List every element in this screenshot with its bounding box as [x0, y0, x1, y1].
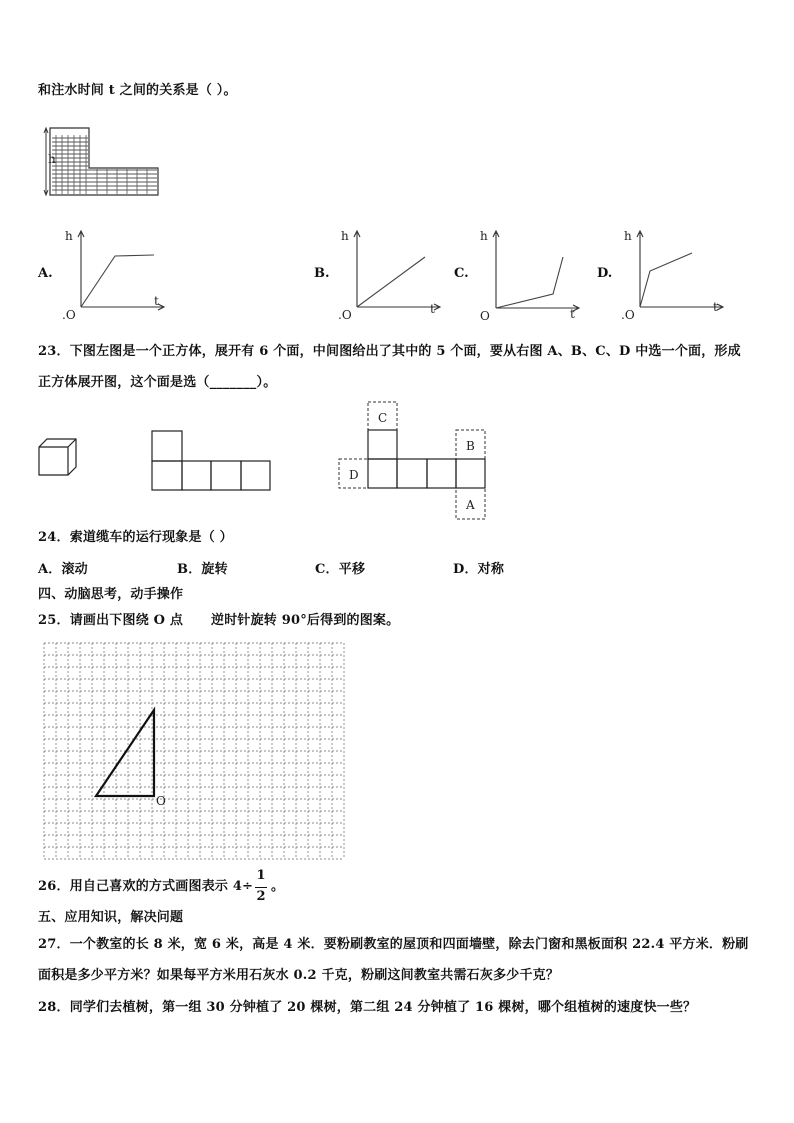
- face-a-label: A: [466, 498, 475, 512]
- option-c-letter: C.: [454, 266, 469, 281]
- q23-line2: 正方体展开图，这个面是选（_______）。: [38, 375, 277, 390]
- option-c-graph[interactable]: [476, 225, 586, 323]
- option-a-letter: A.: [38, 266, 53, 281]
- q25-text-a: 25．请画出下图绕 O 点: [38, 613, 184, 628]
- q24-option-c[interactable]: C．平移: [315, 562, 366, 577]
- q22-text: 和注水时间 t 之间的关系是（ ）。: [38, 83, 237, 98]
- q24-option-d[interactable]: D．对称: [453, 562, 505, 577]
- point-o-label: O: [156, 794, 166, 808]
- q24-option-b[interactable]: B．旋转: [177, 562, 228, 577]
- q26-end: 。: [271, 879, 285, 894]
- option-b-origin: .O: [338, 308, 352, 322]
- option-d-letter: D.: [597, 266, 613, 281]
- option-c-origin: O: [480, 309, 490, 323]
- q23-line1: 23．下图左图是一个正方体，展开有 6 个面，中间图给出了其中的 5 个面，要从右图 A、B、C、D 中选一个面，形成: [38, 344, 741, 359]
- option-a-t: t: [154, 294, 159, 308]
- option-d-graph[interactable]: [619, 225, 729, 320]
- section-4-heading: 四、动脑思考，动手操作: [38, 587, 184, 602]
- option-b-h: h: [341, 229, 349, 243]
- option-b-graph[interactable]: [336, 225, 446, 320]
- choice-net-figure: [338, 400, 490, 522]
- cube-figure: [38, 438, 78, 478]
- option-c-h: h: [480, 229, 488, 243]
- water-container-figure: [42, 125, 162, 197]
- q26-text: 26．用自己喜欢的方式画图表示 4÷: [38, 879, 254, 894]
- option-a-origin: .O: [62, 308, 76, 322]
- fraction-bar: [255, 887, 267, 888]
- h-label: h: [48, 152, 56, 166]
- option-d-origin: .O: [621, 308, 635, 322]
- q27-line2: 面积是多少平方米？如果每平方米用石灰水 0.2 千克，粉刷这间教室共需石灰多少千克？: [38, 968, 560, 983]
- q25-text-b: 逆时针旋转 90°后得到的图案。: [211, 613, 400, 628]
- option-b-t: t: [430, 302, 435, 316]
- option-d-t: t: [713, 300, 718, 314]
- partial-net-figure: [151, 430, 273, 492]
- q24-option-a[interactable]: A．滚动: [38, 562, 88, 577]
- option-a-h: h: [65, 229, 73, 243]
- section-5-heading: 五、应用知识，解决问题: [38, 910, 184, 925]
- q28-text: 28．同学们去植树，第一组 30 分钟植了 20 棵树，第二组 24 分钟植了 16 棵树，哪个组植树的速度快一些？: [38, 1000, 697, 1015]
- triangle-shape: [96, 710, 154, 796]
- option-a-graph[interactable]: [60, 225, 170, 320]
- face-b-label: B: [466, 439, 475, 453]
- face-d-label: D: [349, 468, 359, 482]
- option-c-t: t: [570, 307, 575, 321]
- drawing-grid[interactable]: [44, 643, 346, 858]
- fraction-numerator: 1: [256, 868, 266, 883]
- option-b-letter: B.: [314, 266, 330, 281]
- face-c-label: C: [378, 411, 388, 425]
- option-d-h: h: [624, 229, 632, 243]
- q27-line1: 27．一个教室的长 8 米，宽 6 米，高是 4 米．要粉刷教室的屋顶和四面墙壁，除去门窗和黑板面积 22.4 平方米．粉刷: [38, 937, 749, 952]
- fraction-denominator: 2: [256, 889, 266, 904]
- q24-question: 24．索道缆车的运行现象是（ ）: [38, 530, 233, 545]
